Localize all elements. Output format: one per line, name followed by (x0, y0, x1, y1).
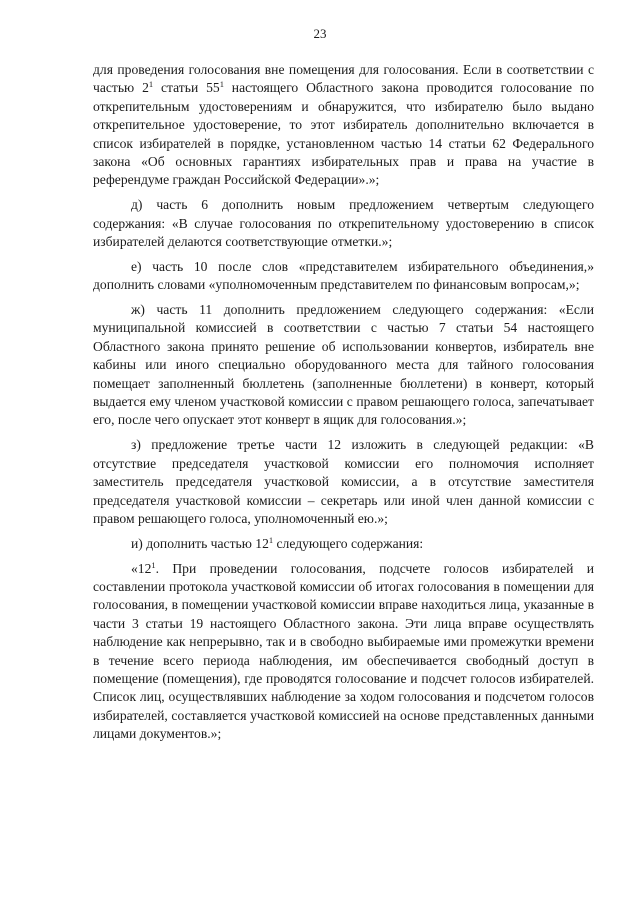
text-run: для проведения голосования вне помещения для голосования. Если в соответствии с частью 2 (93, 62, 594, 96)
text-run: следующего содержания: (273, 535, 424, 551)
paragraph (93, 535, 594, 553)
paragraph (93, 301, 594, 430)
document-body (93, 61, 594, 750)
paragraph (93, 61, 594, 190)
text-run: статьи 55 (153, 80, 220, 96)
text-run: з) предложение третье части 12 изложить в следующей редакции: «В отсутствие председателя участковой комиссии его полномочия исполняет заместитель председателя участковой комиссии, а в отсутствие заместителя председателя участковой комиссии – секретарь или иной член данной комиссии с правом решающего голоса, уполномоченный ею.»; (93, 437, 594, 526)
paragraph (93, 560, 594, 744)
text-run: е) часть 10 после слов «представителем избирательного объединения,» дополнить словами «уполномоченным представителем по финансовым вопросам,»; (93, 258, 594, 293)
page-number: 23 (313, 26, 327, 41)
text-run: ж) часть 11 дополнить предложением следующего содержания: «Если муниципальной комиссией в соответствии с частью 7 статьи 54 настоящего Областного закона принято решение об использовании конвертов, избиратель вне кабины или иного специально оборудованного места для тайного голосования помещает заполненный бюллетень (заполненные бюллетени) в конверт, который выдается ему членом участковой комиссии с правом решающего голоса, запечатывает его, после чего опускает этот конверт в ящик для голосования.»; (93, 302, 594, 428)
superscript: 1 (151, 559, 156, 570)
text-run: и) дополнить частью 12 (131, 535, 269, 551)
paragraph (93, 196, 594, 251)
superscript: 1 (268, 534, 274, 545)
text-run: «12 (131, 560, 152, 576)
text-run: д) часть 6 дополнить новым предложением четвертым следующего содержания: «В случае голосования по открепительному удостоверению в список избирателей делаются соответствующие отметки.»; (93, 197, 594, 250)
superscript: 1 (219, 79, 224, 90)
paragraph (93, 436, 594, 528)
paragraph (93, 258, 594, 295)
superscript: 1 (148, 79, 154, 90)
text-run: настоящего Областного закона проводится голосование по открепительным удостоверениям и обнаружится, что избирателю было выдано открепительное удостоверение, то этот избиратель дополнительно включается в список избирателей в порядке, установленном частью 14 статьи 62 Федерального закона «Об основных гарантиях избирательных прав и права на участие в референдуме граждан Российской Федерации».»; (93, 80, 594, 188)
text-run: . При проведении голосования, подсчете голосов избирателей и составлении протокола участковой комиссии об итогах голосования в помещении для голосования, в помещении участковой комиссии вправе находиться лица, указанные в части 3 статьи 19 настоящего Областного закона. Эти лица вправе осуществлять наблюдение как непрерывно, так и в свободно выбираемые ими промежутки времени в течение всего периода наблюдения, им обеспечивается свободный доступ в помещение (помещения), где проводятся голосование и подсчет голосов избирателей. Список лиц, осуществлявших наблюдение за ходом голосования и подсчетом голосов избирателей, составляется участковой комиссией на основе представленных данными лицами документов.»; (93, 560, 594, 742)
